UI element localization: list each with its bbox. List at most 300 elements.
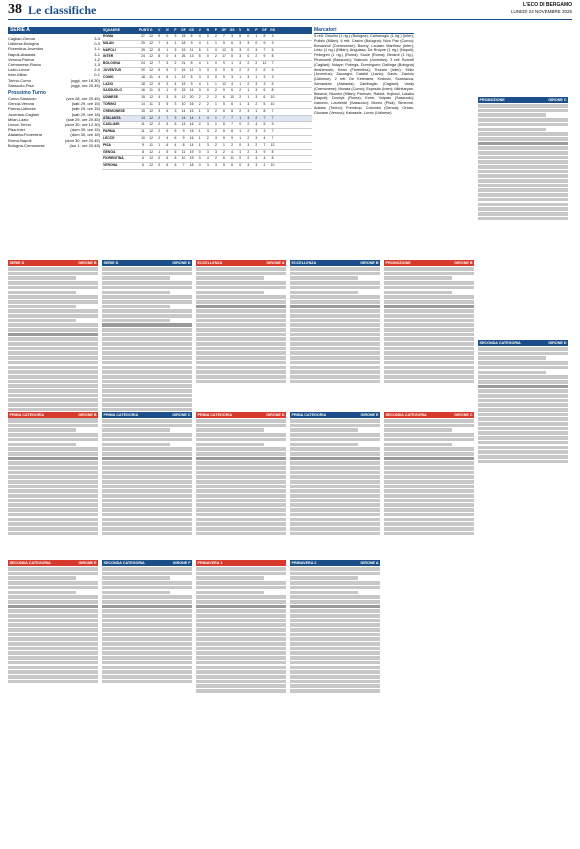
stat-cell: 9: [263, 149, 266, 154]
scorers-block: [314, 27, 414, 116]
table-line: [290, 309, 380, 313]
next-match-time: (ven 28, ore 20.45): [66, 96, 100, 102]
stat-cell: 1: [231, 61, 234, 66]
standings-column-header: V: [198, 28, 201, 32]
match-result: [8, 83, 100, 88]
table-line: [196, 633, 286, 637]
stat-cell: 2: [255, 101, 258, 106]
next-match-teams: Juventus-Cagliari: [8, 111, 39, 117]
league-group: GIRONE B: [78, 413, 97, 417]
result-line: [102, 576, 170, 580]
table-line: [196, 518, 286, 522]
next-match-teams: Bologna-Cremonese: [8, 142, 45, 148]
result-line: [102, 291, 170, 295]
table-line: [384, 380, 474, 384]
stat-cell: 4: [206, 115, 209, 120]
table-line: [478, 170, 568, 174]
stat-cell: 3: [206, 129, 209, 134]
result-line: [196, 447, 286, 451]
table-line: [384, 480, 474, 484]
table-line: [290, 328, 380, 332]
stat-cell: 12: [149, 108, 154, 113]
result-line: [384, 281, 474, 285]
result-line: [8, 424, 98, 428]
table-line: [384, 499, 474, 503]
team-name: TORINO: [103, 101, 117, 106]
table-line: [102, 661, 192, 665]
stat-cell: 1: [247, 88, 250, 93]
stat-cell: 9: [223, 67, 225, 72]
next-match-teams: Lecce-Torino: [8, 122, 31, 128]
stat-cell: 2: [198, 95, 201, 100]
next-match-time: (dom 30, ore 15): [70, 127, 100, 133]
result-line: [290, 300, 380, 304]
stat-cell: 5: [198, 54, 201, 59]
table-line: [478, 431, 568, 435]
standings-row: [102, 116, 312, 123]
result-line: [478, 352, 568, 356]
result-line: [196, 591, 264, 595]
stat-cell: 12: [149, 122, 154, 127]
table-line: [290, 623, 380, 627]
stat-cell: 18: [141, 74, 145, 79]
stat-cell: 3: [214, 135, 217, 140]
stat-cell: 6: [166, 74, 169, 79]
stat-cell: 9: [263, 40, 266, 45]
table-line: [102, 532, 192, 536]
stat-cell: 2: [247, 122, 250, 127]
table-line: [196, 375, 286, 379]
table-line: [478, 179, 568, 183]
result-line: [102, 272, 192, 276]
result-line: [478, 375, 568, 379]
table-line: [478, 203, 568, 207]
stat-cell: 14: [189, 142, 194, 147]
result-line: [8, 309, 98, 313]
league-box-header: [8, 412, 98, 418]
stat-cell: 1: [223, 142, 225, 147]
next-match-teams: Parma-Udinese: [8, 106, 36, 112]
next-match-teams: Pisa-Inter: [8, 127, 26, 133]
result-line: [196, 428, 264, 432]
stat-cell: 8: [271, 156, 274, 161]
stat-cell: 2: [214, 142, 217, 147]
table-line: [290, 366, 380, 370]
table-line: [478, 422, 568, 426]
stat-cell: 12: [149, 61, 154, 66]
table-line: [196, 647, 286, 651]
table-line: [196, 623, 286, 627]
next-match-teams: Atalanta-Fiorentina: [8, 132, 42, 138]
standings-row: [102, 82, 312, 89]
result-line: [384, 267, 474, 271]
league-box-header: [102, 560, 192, 566]
result-line: [102, 419, 192, 423]
stat-cell: 3: [206, 108, 209, 113]
table-line: [384, 527, 474, 531]
table-line: [8, 494, 98, 498]
result-line: [8, 272, 98, 276]
table-line: [290, 651, 380, 655]
result-line: [384, 424, 474, 428]
next-match-time: (dom 30, ore 12.30): [64, 122, 100, 128]
table-line: [8, 508, 98, 512]
stat-cell: 2: [214, 95, 217, 100]
result-line: [102, 438, 192, 442]
stat-cell: 3: [247, 115, 250, 120]
table-line: [102, 647, 192, 651]
table-line: [102, 328, 192, 332]
stat-cell: 6: [223, 108, 225, 113]
stat-cell: 1: [166, 88, 169, 93]
result-line: [290, 572, 380, 576]
stat-cell: 12: [149, 129, 154, 134]
result-line: [102, 447, 192, 451]
stat-cell: 5: [231, 67, 234, 72]
stat-cell: 2: [247, 156, 250, 161]
stat-cell: 5: [166, 122, 169, 127]
result-line: [8, 286, 98, 290]
league-box-header: [8, 560, 98, 566]
stat-cell: 2: [174, 61, 177, 66]
match-teams: Sassuolo-Pisa: [8, 82, 34, 88]
stat-cell: 1: [239, 149, 242, 154]
result-line: [196, 595, 286, 599]
table-line: [102, 337, 192, 341]
table-line: [8, 485, 98, 489]
stat-cell: 2: [206, 101, 209, 106]
table-line: [102, 628, 192, 632]
league-group: GIRONE E: [360, 413, 379, 417]
table-line: [196, 508, 286, 512]
stat-cell: 3: [239, 54, 242, 59]
stat-cell: 15: [181, 88, 186, 93]
stat-cell: 11: [149, 142, 153, 147]
stat-cell: 6: [166, 142, 169, 147]
next-match-time: (sab 29, ore 18): [71, 111, 100, 117]
stat-cell: 0: [247, 54, 250, 59]
result-line: [384, 295, 474, 299]
stat-cell: 3: [174, 108, 177, 113]
table-line: [196, 356, 286, 360]
result-line: [290, 438, 380, 442]
stat-cell: 2: [247, 135, 250, 140]
stat-cell: 7: [263, 47, 266, 52]
league-box-header: [290, 412, 380, 418]
stat-cell: 0: [239, 163, 242, 168]
result-line: [196, 443, 264, 447]
league-box: [290, 560, 380, 693]
result-line: [290, 272, 380, 276]
stat-cell: 2: [247, 149, 250, 154]
table-line: [384, 485, 474, 489]
table-line: [290, 323, 380, 327]
stat-cell: 5: [174, 122, 177, 127]
standings-column-header: G: [149, 28, 153, 32]
standings-row: [102, 109, 312, 116]
stat-cell: 0: [206, 34, 209, 38]
table-line: [290, 356, 380, 360]
table-line: [102, 666, 192, 670]
stat-cell: 1: [255, 74, 258, 79]
table-line: [8, 347, 98, 351]
table-line: [102, 508, 192, 512]
stat-cell: 8: [271, 88, 274, 93]
table-line: [196, 666, 286, 670]
stat-cell: 7: [271, 115, 274, 120]
stat-cell: 5: [166, 149, 169, 154]
stat-cell: 5: [231, 54, 234, 59]
stat-cell: 27: [141, 34, 145, 38]
league-box: [196, 260, 286, 383]
table-line: [102, 614, 192, 618]
table-line: [102, 522, 192, 526]
result-line: [196, 600, 286, 604]
league-box-header: [196, 260, 286, 266]
result-line: [102, 591, 170, 595]
table-line: [8, 370, 98, 374]
stat-cell: 4: [198, 34, 201, 38]
stat-cell: 1: [198, 135, 201, 140]
stat-cell: 14: [141, 101, 145, 106]
table-line: [384, 309, 474, 313]
team-name: COMO: [103, 74, 114, 79]
league-name: SECONDA CATEGORIA: [479, 341, 521, 345]
next-match-teams: Roma-Napoli: [8, 137, 32, 143]
stat-cell: 3: [174, 101, 177, 106]
league-box: [196, 412, 286, 535]
match-teams: Fiorentina-Juventus: [8, 46, 44, 52]
stat-cell: 1: [255, 34, 258, 38]
stat-cell: 16: [141, 88, 145, 93]
table-line: [196, 370, 286, 374]
result-line: [102, 567, 192, 571]
table-line: [196, 614, 286, 618]
team-name: VERONA: [103, 163, 118, 168]
table-line: [290, 333, 380, 337]
table-line: [478, 403, 568, 407]
stat-cell: 10: [270, 101, 275, 106]
stat-cell: 8: [271, 54, 274, 59]
stat-cell: 0: [239, 122, 242, 127]
result-line: [384, 419, 474, 423]
standings-row: [102, 88, 312, 95]
stat-cell: 7: [271, 61, 274, 66]
table-line: [384, 471, 474, 475]
stat-cell: 3: [239, 61, 242, 66]
table-line: [102, 394, 192, 398]
table-line: [478, 151, 568, 155]
standings-row: [102, 75, 312, 82]
standings-row: [102, 68, 312, 75]
table-line: [384, 351, 474, 355]
result-line: [196, 576, 264, 580]
table-line: [8, 633, 98, 637]
league-box: [102, 260, 192, 411]
league-box-header: [102, 260, 192, 266]
stat-cell: 6: [271, 67, 274, 72]
table-line: [196, 637, 286, 641]
table-line: [290, 647, 380, 651]
table-line: [384, 475, 474, 479]
table-line: [8, 642, 98, 646]
table-line: [290, 684, 380, 688]
result-line: [102, 309, 192, 313]
result-line: [8, 595, 98, 599]
result-line: [8, 433, 98, 437]
stat-cell: 5: [158, 81, 161, 86]
standings-column-header: P: [255, 28, 258, 32]
stat-cell: 11: [141, 129, 145, 134]
stat-cell: 2: [239, 108, 242, 113]
result-line: [196, 419, 286, 423]
table-line: [8, 666, 98, 670]
stat-cell: 3: [247, 108, 250, 113]
stat-cell: 8: [142, 149, 144, 154]
table-line: [290, 503, 380, 507]
result-line: [102, 300, 192, 304]
league-group: GIRONE D: [266, 413, 285, 417]
stat-cell: 11: [149, 88, 153, 93]
stat-cell: 1: [214, 122, 217, 127]
table-line: [290, 527, 380, 531]
stat-cell: 9: [182, 129, 185, 134]
league-name: PRIMAVERA 1: [197, 561, 223, 565]
next-match-teams: Milan-Lazio: [8, 116, 29, 122]
stat-cell: 6: [223, 95, 225, 100]
result-line: [8, 276, 76, 280]
team-name: ROMA: [103, 34, 114, 38]
result-line: [8, 567, 98, 571]
stat-cell: 6: [271, 47, 274, 52]
table-line: [8, 394, 98, 398]
stat-cell: 9: [142, 142, 144, 147]
result-line: [102, 295, 192, 299]
league-box-header: [384, 260, 474, 266]
stat-cell: 3: [255, 95, 258, 100]
match-teams: Udinese-Bologna: [8, 41, 39, 47]
standings-row: [102, 122, 312, 129]
team-name: UDINESE: [103, 95, 119, 100]
table-line: [290, 314, 380, 318]
table-line: [196, 342, 286, 346]
league-name: SERIE D: [9, 261, 25, 265]
league-group: GIRONE E: [78, 561, 97, 565]
result-line: [290, 428, 358, 432]
match-teams: Napoli-Atalanta: [8, 51, 36, 57]
team-name: SASSUOLO: [103, 88, 123, 93]
stat-cell: 0: [247, 47, 250, 52]
table-line: [384, 314, 474, 318]
stat-cell: 2: [255, 142, 258, 147]
stat-cell: 25: [141, 40, 145, 45]
stat-cell: 3: [214, 149, 217, 154]
table-line: [196, 366, 286, 370]
league-group: GIRONE C: [454, 413, 473, 417]
table-line: [102, 389, 192, 393]
table-line: [384, 518, 474, 522]
stat-cell: 4: [166, 40, 169, 45]
stat-cell: 5: [223, 135, 225, 140]
table-line: [196, 351, 286, 355]
table-line: [102, 480, 192, 484]
stat-cell: 6: [263, 67, 266, 72]
table-line: [102, 503, 192, 507]
stat-cell: 15: [181, 67, 186, 72]
table-line: [290, 337, 380, 341]
standings-column-header: P: [174, 28, 177, 32]
table-line: [478, 389, 568, 393]
table-line: [8, 670, 98, 674]
stat-cell: 3: [206, 74, 209, 79]
stat-cell: 5: [158, 88, 161, 93]
standings-column-header: P: [214, 28, 218, 32]
result-line: [290, 286, 380, 290]
result-line: [102, 314, 192, 318]
stat-cell: 3: [255, 129, 258, 134]
table-header-line: [102, 323, 192, 327]
stat-cell: 5: [174, 95, 177, 100]
table-line: [478, 217, 568, 221]
stat-cell: 5: [223, 163, 225, 168]
table-line: [196, 361, 286, 365]
league-group: GIRONE D: [548, 341, 567, 345]
stat-cell: 8: [190, 61, 193, 66]
stat-cell: 8: [223, 122, 225, 127]
result-line: [8, 572, 98, 576]
result-line: [290, 600, 380, 604]
table-line: [384, 361, 474, 365]
table-line: [102, 518, 192, 522]
table-line: [290, 670, 380, 674]
stat-cell: 0: [198, 163, 201, 168]
result-line: [8, 581, 98, 585]
standings-column-header: V: [158, 28, 161, 32]
table-line: [102, 403, 192, 407]
standings-header: [102, 27, 312, 34]
table-line: [196, 333, 286, 337]
table-line: [102, 633, 192, 637]
league-box: [290, 412, 380, 535]
table-line: [478, 446, 568, 450]
stat-cell: 10: [141, 135, 145, 140]
stat-cell: 8: [263, 34, 266, 38]
stat-cell: 11: [141, 122, 145, 127]
standings-column-header: PUNTI: [139, 28, 150, 32]
result-line: [290, 295, 380, 299]
stat-cell: 4: [263, 156, 266, 161]
stat-cell: 2: [231, 142, 234, 147]
result-line: [384, 300, 474, 304]
stat-cell: 5: [239, 34, 242, 38]
league-name: SERIE D: [103, 261, 119, 265]
table-line: [290, 471, 380, 475]
league-name: PRIMA CATEGORIA: [291, 413, 327, 417]
result-line: [478, 104, 568, 108]
stat-cell: 6: [223, 156, 225, 161]
table-line: [8, 647, 98, 651]
stat-cell: 1: [206, 40, 209, 45]
table-line: [8, 351, 98, 355]
stat-cell: 2: [214, 129, 217, 134]
team-name: GENOA: [103, 149, 116, 154]
table-line: [290, 485, 380, 489]
table-line: [196, 522, 286, 526]
table-line: [8, 518, 98, 522]
standings-row: [102, 129, 312, 136]
table-line: [102, 370, 192, 374]
stat-cell: 4: [198, 61, 201, 66]
